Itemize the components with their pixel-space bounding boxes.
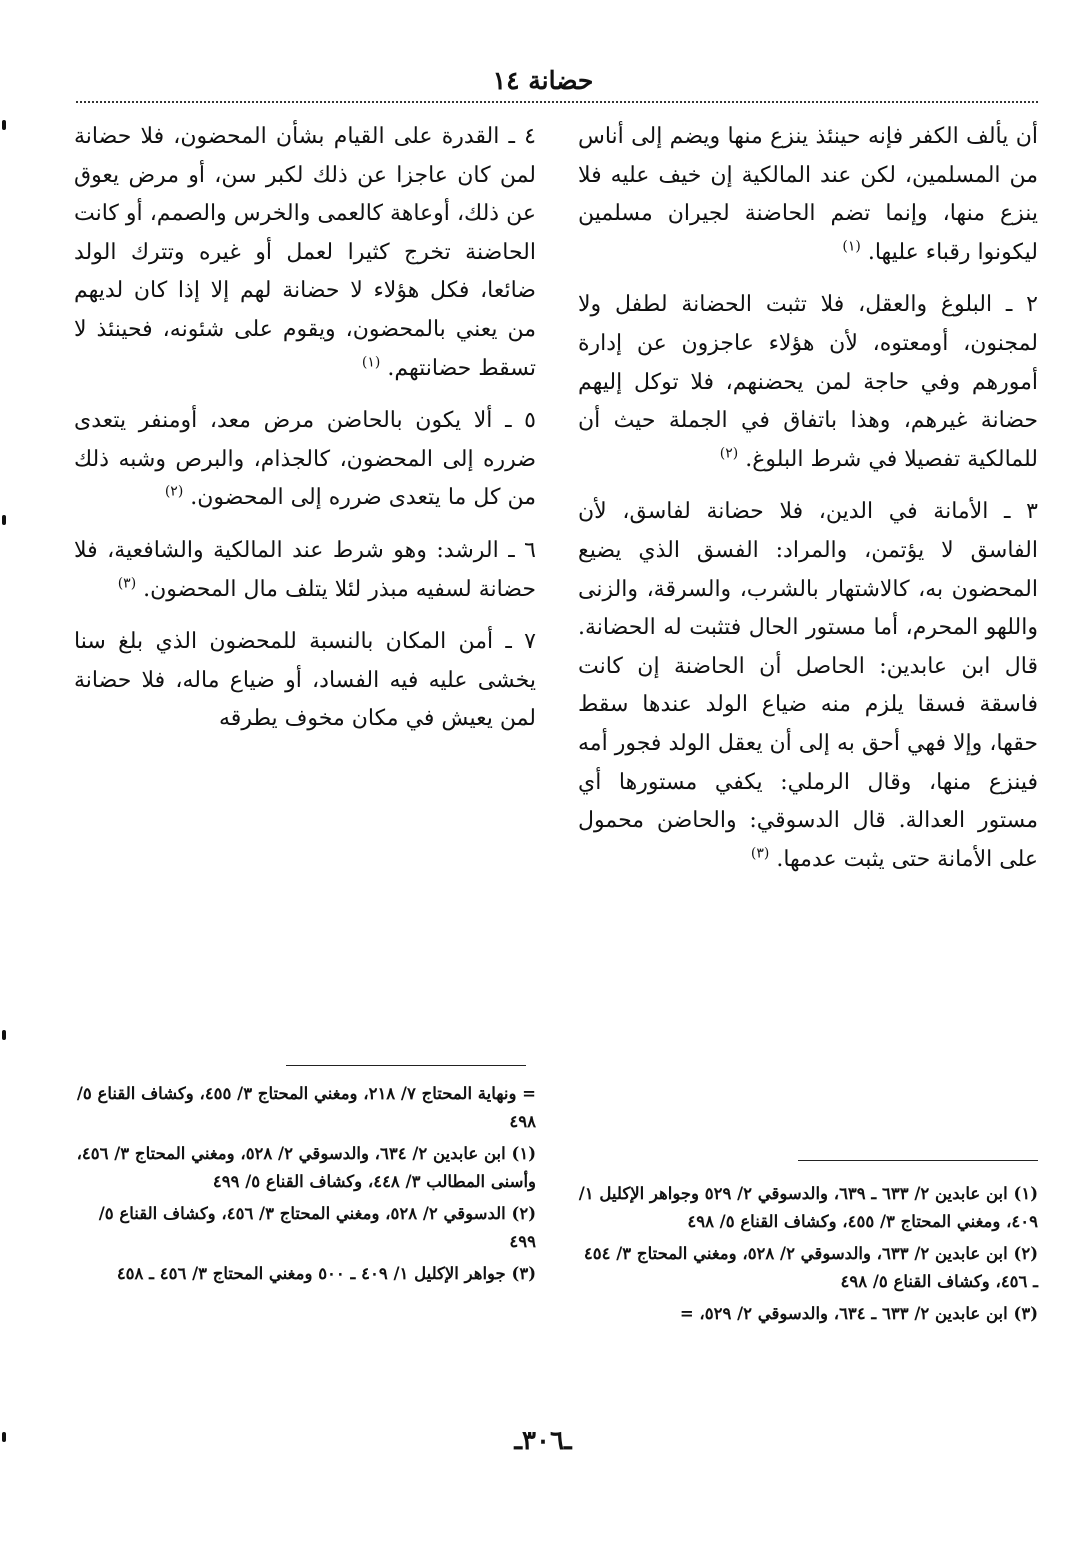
footnote	[578, 1300, 1038, 1328]
footnote-text: الدسوقي ٢/ ٥٢٨، ومغني المحتاج ٣/ ٤٥٦، وكشاف القناع ٥/ ٤٩٩	[98, 1204, 536, 1251]
paragraph	[578, 493, 1038, 879]
paragraph-text: ٥ ـ ألا يكون بالحاضن مرض معد، أومنفر يتعدى ضرره إلى المحضون، كالجذام، والبرص وشبه ذلك من كل ما يتعدى ضرره إلى المحضون.	[74, 408, 536, 511]
paragraph-text: ٧ ـ أمن المكان بالنسبة للمحضون الذي بلغ سنا يخشى عليه فيه الفساد، أو ضياع ماله، فلا حضانة لمن يعيش في مكان مخوف يطرقه	[74, 629, 536, 732]
paragraph-text: ٣ ـ الأمانة في الدين، فلا حضانة لفاسق، لأن الفاسق لا يؤتمن، والمراد: الفسق الذي يضيع المحضون به، كالاشتهار بالشرب، والسرقة، والزنى واللهو المحرم، أما مستور الحال فتثبت له الحضانة. قال ابن عابدين: الحاصل أن الحاضنة إن كانت فاسقة فسقا يلزم منه ضياع الولد عندها سقط حقها، وإلا فهي أحق به إلى أن يعقل الولد فجور أمه فينزع منها، وقال الرملي: يكفي مستورها أي مستور العدالة. قال الدسوقي: والحاضن محمول على الأمانة حتى يثبت عدمها.	[578, 499, 1038, 872]
paragraph-text: ٦ ـ الرشد: وهو شرط عند المالكية والشافعية، فلا حضانة لسفيه مبذر لئلا يتلف مال المحضون.	[74, 537, 536, 602]
right-text-column	[578, 118, 1038, 893]
paragraph	[74, 402, 536, 518]
paragraph-text: ٤ ـ القدرة على القيام بشأن المحضون، فلا حضانة لمن كان عاجزا عن ذلك لكبر سن، أو مرض يعوق عن ذلك، أوعاهة كالعمى والخرس والصمم، أو كانت الحاضنة تخرج كثيرا لعمل أو غيره وتترك الولد ضائعا، فكل هؤلاء لا حضانة لهم إلا إذا كان لديهم من يعني بالمحضون، ويقوم على شئونه، فحينئذ لا تسقط حضانتهم.	[74, 124, 536, 381]
left-text-column	[74, 118, 536, 753]
footnote-text: ابن عابدين ٢/ ٦٣٣ ـ ٦٣٤، والدسوقي ٢/ ٥٢٩، =	[679, 1304, 1008, 1323]
footnote	[578, 1240, 1038, 1296]
footnote-label: (٣)	[1013, 1304, 1038, 1323]
paragraph-text: ٢ ـ البلوغ والعقل، فلا تثبت الحضانة لطفل ولا لمجنون، أومعتوه، لأن هؤلاء عاجزون عن إدارة أمورهم وفي حاجة لمن يحضنهم، فلا توكل إليهم حضانة غيرهم، وهذا باتفاق في الجملة حيث أن للمالكية تفصيلا في شرط البلوغ.	[578, 292, 1038, 472]
footnote-label: (١)	[1013, 1184, 1038, 1203]
scan-edge-mark	[2, 1432, 6, 1442]
footnote-ref: (٢)	[164, 484, 184, 501]
paragraph	[74, 118, 536, 388]
footnote	[74, 1200, 536, 1256]
footnotes-left	[74, 1080, 536, 1292]
footnote	[74, 1260, 536, 1288]
footnote-label: (٢)	[1013, 1244, 1038, 1263]
footnote-divider-left	[286, 1065, 526, 1066]
scan-edge-mark	[2, 515, 6, 525]
paragraph	[74, 623, 536, 739]
footnote-ref: (٣)	[750, 845, 770, 862]
footnote	[74, 1080, 536, 1136]
footnote-text: ابن عابدين ٢/ ٦٣٤، والدسوقي ٢/ ٥٢٨، ومغني المحتاج ٣/ ٤٥٦، وأسنى المطالب ٣/ ٤٤٨، وكشاف القناع ٥/ ٤٩٩	[76, 1144, 536, 1191]
footnote-ref: (٣)	[117, 575, 137, 592]
paragraph-text: أن يألف الكفر فإنه حينئذ ينزع منها ويضم إلى أناس من المسلمين، لكن عند المالكية إن خيف عليه فلا ينزع منها، وإنما تضم الحاضنة لجيران مسلمين ليكونوا رقباء عليها.	[578, 124, 1038, 265]
footnote-ref: (١)	[842, 238, 861, 255]
footnote-label: (٢)	[511, 1204, 536, 1223]
footnotes-right	[578, 1180, 1038, 1332]
scan-edge-mark	[2, 1030, 6, 1040]
footnote-text: ونهاية المحتاج ٧/ ٢١٨، ومغني المحتاج ٣/ ٤٥٥، وكشاف القناع ٥/ ٤٩٨	[76, 1084, 536, 1131]
footnote-text: جواهر الإكليل ١/ ٤٠٩ ـ ٥٠٠ ومغني المحتاج ٣/ ٤٥٦ ـ ٤٥٨	[116, 1264, 506, 1283]
footnote-label: =	[522, 1084, 536, 1103]
paragraph	[578, 286, 1038, 479]
footnote	[578, 1180, 1038, 1236]
footnote-text: ابن عابدين ٢/ ٦٣٣ ـ ٦٣٩، والدسوقي ٢/ ٥٢٩ وجواهر الإكليل ١/ ٤٠٩، ومغني المحتاج ٣/ ٤٥٥، وكشاف القناع ٥/ ٤٩٨	[578, 1184, 1038, 1231]
page-header-title: حضانة ١٤	[492, 66, 594, 95]
paragraph	[74, 532, 536, 609]
footnote-label: (١)	[511, 1144, 536, 1163]
header-dotted-divider	[76, 101, 1038, 103]
footnote-divider-right	[798, 1160, 1038, 1161]
footnote-text: ابن عابدين ٢/ ٦٣٣، والدسوقي ٢/ ٥٢٨، ومغني المحتاج ٣/ ٤٥٤ ـ ٤٥٦، وكشاف القناع ٥/ ٤٩٨	[583, 1244, 1038, 1291]
footnote-ref: (٢)	[719, 445, 739, 462]
paragraph	[578, 118, 1038, 272]
page-number: ـ٣٠٦ـ	[514, 1426, 572, 1456]
footnote-ref: (١)	[361, 354, 381, 371]
footnote-label: (٣)	[511, 1264, 536, 1283]
scan-edge-mark	[2, 120, 6, 130]
footnote	[74, 1140, 536, 1196]
